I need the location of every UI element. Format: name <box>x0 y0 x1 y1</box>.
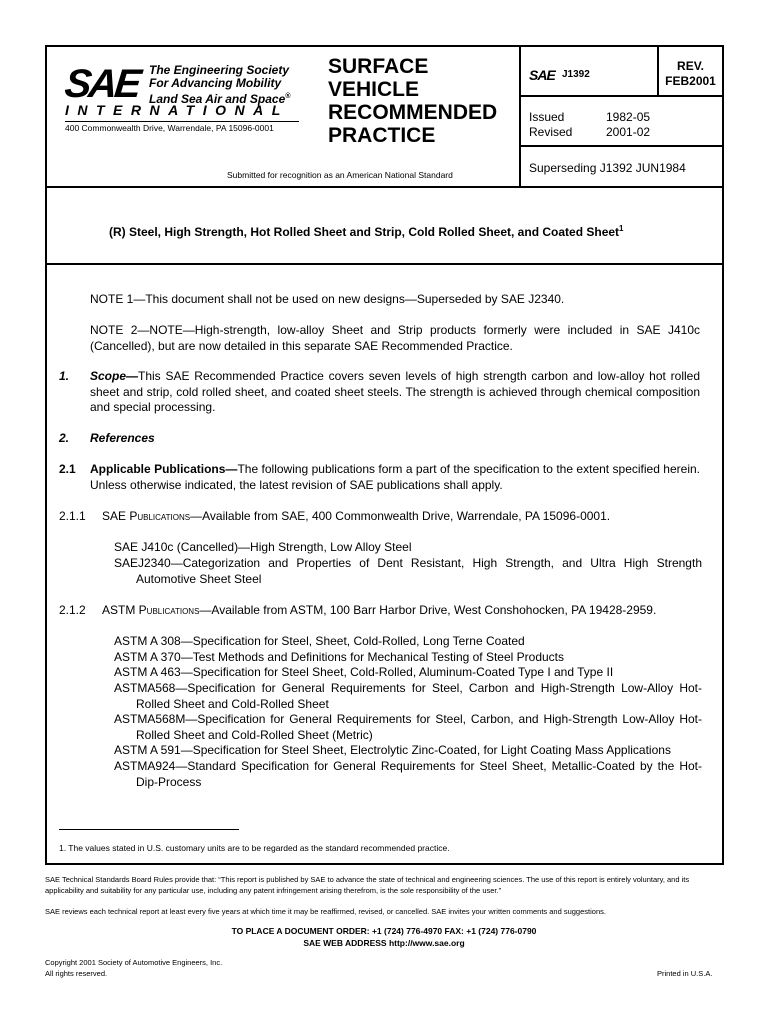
section-number: 2. <box>59 431 70 445</box>
doc-number-cell <box>521 47 659 97</box>
document-frame <box>45 45 724 865</box>
document-title-row <box>47 188 722 265</box>
reference-item: ASTM A 308—Specification for Steel, Sheet, Cold-Rolled, Long Terne Coated <box>114 634 525 648</box>
dates-cell <box>521 97 724 147</box>
order-info: TO PLACE A DOCUMENT ORDER: +1 (724) 776-4970 FAX: +1 (724) 776-0790 <box>231 926 537 936</box>
society-tagline <box>149 64 290 106</box>
issued-row: Issued 1982-05 <box>529 110 651 124</box>
printed-text: Printed in U.S.A. <box>657 969 713 978</box>
board-rules-text: SAE Technical Standards Board Rules provide that: “This report is published by SAE to advance the state of technical and engineering sciences. The use of this report is entirely voluntary, and its applicability and suitability for any particular use, including any patent infringement arising therefrom, is the sole responsibility of the user.” <box>45 875 690 895</box>
revision-cell: REV. FEB2001 <box>657 47 722 97</box>
reference-item: ASTMA568M—Specification for General Requirements for Steel, Carbon, and High-Strength Low-Alloy Hot-Rolled Sheet and Cold-Rolled Sheet (Metric) <box>114 712 702 742</box>
rights-text: All rights reserved. <box>45 969 108 978</box>
sae-small-logo: SAE <box>529 67 555 83</box>
submitted-note: Submitted for recognition as an American National Standard <box>227 170 453 180</box>
wordmark-rule <box>65 121 299 122</box>
scope-paragraph: Scope—This SAE Recommended Practice covers seven levels of high strength carbon and low-alloy hot rolled sheet and strip, cold rolled sheet, and coated sheet steels. The strength is achieved through chemical composition and special processing. <box>90 369 700 414</box>
registered-mark: ® <box>285 93 291 100</box>
society-line: The Engineering Society <box>149 63 290 77</box>
sae-address: 400 Commonwealth Drive, Warrendale, PA 15096-0001 <box>65 123 274 133</box>
review-text: SAE reviews each technical report at least every five years at which time it may be reaffirmed, revised, or cancelled. SAE invites your written comments and suggestions. <box>45 907 606 916</box>
reference-item: SAEJ2340—Categorization and Properties of Dent Resistant, High Strength, and Ultra High Strength Automotive Sheet Steel <box>114 556 702 586</box>
section-number: 2.1 <box>59 462 76 476</box>
international-wordmark: INTERNATIONAL <box>65 102 289 118</box>
superseding-note: Superseding J1392 JUN1984 <box>529 161 686 175</box>
reference-item: SAE J410c (Cancelled)—High Strength, Low Alloy Steel <box>114 540 412 554</box>
footnote: 1. The values stated in U.S. customary units are to be regarded as the standard recommended practice. <box>59 843 450 853</box>
copyright-text: Copyright 2001 Society of Automotive Engineers, Inc. <box>45 958 223 967</box>
sae-publications-heading: SAE Publications—Available from SAE, 400 Commonwealth Drive, Warrendale, PA 15096-0001. <box>102 509 611 523</box>
revised-row: Revised 2001-02 <box>529 125 651 139</box>
footnote-rule <box>59 829 239 830</box>
doc-number: J1392 <box>562 69 590 80</box>
reference-item: ASTMA568—Specification for General Requirements for Steel, Carbon and High-Strength Low-Alloy Hot-Rolled Sheet and Cold-Rolled Sheet <box>114 681 702 711</box>
document-type-title: SURFACE VEHICLE RECOMMENDED PRACTICE <box>328 55 498 147</box>
note-2: NOTE 2—NOTE—High-strength, low-alloy Sheet and Strip products formerly were included in SAE J410c (Cancelled), but are now detailed in this separate SAE Recommended Practice. <box>90 323 700 353</box>
sae-logo: SAE <box>62 62 141 106</box>
section-number: 2.1.1 <box>59 509 86 523</box>
references-heading: References <box>90 431 155 445</box>
web-address: SAE WEB ADDRESS http://www.sae.org <box>303 938 465 948</box>
note-1: NOTE 1—This document shall not be used on new designs—Superseded by SAE J2340. <box>90 292 565 306</box>
header-info <box>521 47 686 186</box>
society-line: For Advancing Mobility <box>149 76 282 90</box>
applicable-publications: Applicable Publications—The following publications form a part of the specification to the extent specified herein. Unless otherwise indicated, the latest revision of SAE publications shall apply. <box>90 462 700 492</box>
document-title: (R) Steel, High Strength, Hot Rolled Sheet and Strip, Cold Rolled Sheet, and Coated Sheet$^1$ <box>109 224 624 239</box>
section-number: 1. <box>59 369 70 383</box>
reference-item: ASTM A 591—Specification for Steel Sheet, Electrolytic Zinc-Coated, for Light Coating Mass Applications <box>114 743 671 757</box>
reference-item: ASTMA924—Standard Specification for General Requirements for Steel Sheet, Metallic-Coated by the Hot-Dip-Process <box>114 759 702 789</box>
astm-publications-heading: ASTM Publications—Available from ASTM, 100 Barr Harbor Drive, West Conshohocken, PA 19428-2959. <box>102 603 657 617</box>
reference-item: ASTM A 370—Test Methods and Definitions for Mechanical Testing of Steel Products <box>114 650 565 664</box>
section-number: 2.1.2 <box>59 603 86 617</box>
society-line: Land Sea Air and Space® <box>149 92 291 106</box>
reference-item: ASTM A 463—Specification for Steel Sheet, Cold-Rolled, Aluminum-Coated Type I and Type II <box>114 665 614 679</box>
header-row <box>47 47 722 188</box>
header-left <box>47 47 521 186</box>
